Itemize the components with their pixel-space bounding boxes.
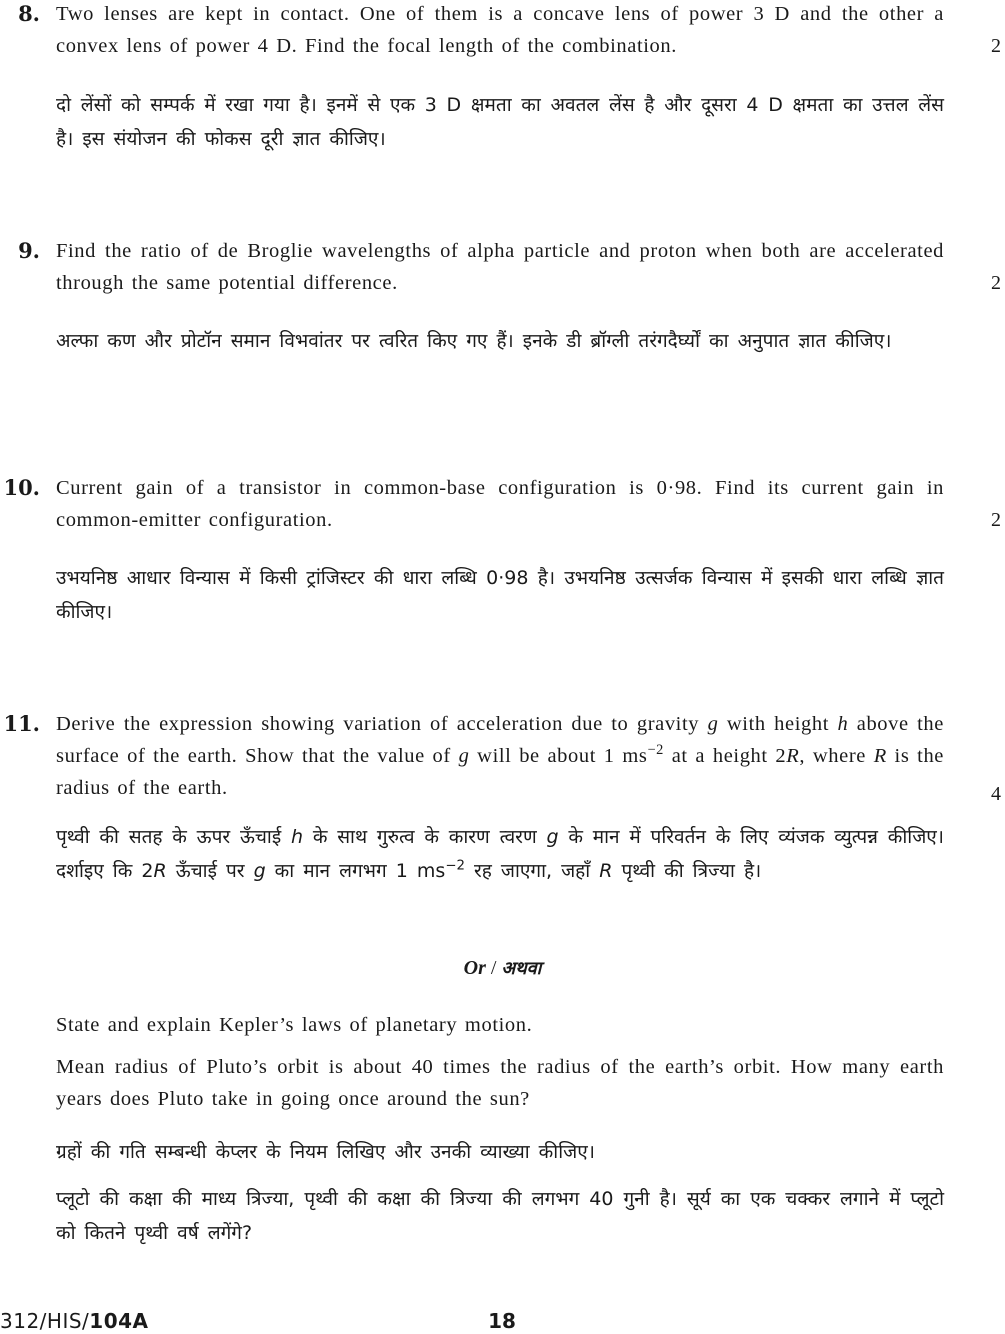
alternative-text-hindi: ग्रहों की गति सम्बन्धी केप्लर के नियम लिखिए और उनकी व्याख्या कीजिए। bbox=[56, 1141, 595, 1163]
text-segment: ऊँचाई पर bbox=[166, 860, 254, 882]
paper-code-suffix: 104A bbox=[89, 1309, 149, 1333]
question-marks: 2 bbox=[991, 509, 1001, 531]
math-symbol-g: g bbox=[253, 860, 266, 882]
paper-code-prefix: 312/HIS/ bbox=[0, 1309, 90, 1333]
exponent: −2 bbox=[445, 858, 465, 874]
text-segment: का मान लगभग 1 ms bbox=[265, 860, 446, 882]
question-text-english: Two lenses are kept in contact. One of them is a concave lens of power 3 D and the other a convex lens of power 4 D. Find the focal length of the combination. bbox=[56, 3, 944, 57]
question-number: 10. bbox=[3, 475, 40, 500]
paper-code bbox=[0, 1308, 149, 1334]
math-symbol-r: R bbox=[599, 860, 613, 882]
or-label-english: Or bbox=[463, 957, 486, 979]
math-symbol-h: h bbox=[290, 826, 304, 848]
question-number: 8. bbox=[18, 1, 40, 26]
alternative-text-english: Mean radius of Pluto’s orbit is about 40 times the radius of the earth’s orbit. How many earth years does Pluto take in going once around the sun? bbox=[56, 1056, 944, 1110]
question-text-hindi: उभयनिष्ठ आधार विन्यास में किसी ट्रांजिस्टर की धारा लब्धि 0·98 है। उभयनिष्ठ उत्सर्जक विन्यास में इसकी धारा लब्धि ज्ञात कीजिए। bbox=[56, 567, 944, 623]
text-segment: पृथ्वी की त्रिज्या है। bbox=[612, 860, 762, 882]
text-segment: के मान में परिवर्तन के लिए व्यंजक व्युत्पन्न कीजिए। दर्शाइए कि 2 bbox=[56, 826, 944, 882]
question-number: 11. bbox=[3, 711, 40, 736]
text-segment: is the radius of the earth. bbox=[56, 745, 945, 799]
math-symbol-h: h bbox=[837, 713, 849, 735]
question-marks: 2 bbox=[991, 35, 1001, 57]
math-symbol-g: g bbox=[707, 713, 719, 735]
question-text-english bbox=[56, 708, 944, 804]
math-symbol-g: g bbox=[546, 826, 559, 848]
text-segment: रह जाएगा, जहाँ bbox=[464, 860, 600, 882]
question-marks: 4 bbox=[991, 783, 1001, 805]
question-number: 9. bbox=[18, 238, 40, 263]
text-segment: पृथ्वी की सतह के ऊपर ऊँचाई bbox=[56, 826, 291, 848]
math-symbol-g: g bbox=[458, 745, 470, 767]
question-text-hindi bbox=[56, 820, 944, 888]
alternative-text-english: State and explain Kepler’s laws of planetary motion. bbox=[56, 1014, 533, 1036]
text-segment: के साथ गुरुत्व के कारण त्वरण bbox=[303, 826, 547, 848]
or-separator bbox=[0, 953, 1005, 984]
alternative-text-hindi: प्लूटो की कक्षा की माध्य त्रिज्या, पृथ्वी की कक्षा की त्रिज्या की लगभग 40 गुनी है। सूर्य का एक चक्कर लगाने में प्लूटो को कितने पृथ्वी वर्ष लगेंगे? bbox=[56, 1188, 944, 1244]
math-symbol-r: R bbox=[786, 745, 800, 767]
text-segment: at a height 2 bbox=[663, 745, 787, 767]
text-segment: above the surface of the earth. Show that the value of bbox=[56, 713, 944, 767]
question-text-english: Find the ratio of de Broglie wavelengths of alpha particle and proton when both are accelerated through the same potential difference. bbox=[56, 240, 944, 294]
question-text-hindi: अल्फा कण और प्रोटॉन समान विभवांतर पर त्वरित किए गए हैं। इनके डी ब्रॉग्ली तरंगदैर्घ्यों का अनुपात ज्ञात कीजिए। bbox=[56, 330, 892, 352]
question-text-english: Current gain of a transistor in common-base configuration is 0·98. Find its current gain in common-emitter configuration. bbox=[56, 477, 944, 531]
math-symbol-r: R bbox=[873, 745, 887, 767]
text-segment: , where bbox=[799, 745, 874, 767]
text-segment: Derive the expression showing variation of acceleration due to gravity bbox=[56, 713, 708, 735]
exponent: −2 bbox=[647, 742, 664, 759]
text-segment: with height bbox=[718, 713, 838, 735]
or-label-hindi: अथवा bbox=[501, 958, 542, 979]
question-marks: 2 bbox=[991, 272, 1001, 294]
text-segment: will be about 1 ms bbox=[469, 745, 648, 767]
question-text-hindi: दो लेंसों को सम्पर्क में रखा गया है। इनमें से एक 3 D क्षमता का अवतल लेंस है और दूसरा 4 D क्षमता का उत्तल लेंस है। इस संयोजन की फोकस दूरी ज्ञात कीजिए। bbox=[56, 94, 944, 150]
math-symbol-r: R bbox=[153, 860, 167, 882]
page-number: 18 bbox=[488, 1309, 516, 1333]
or-slash: / bbox=[490, 957, 497, 979]
